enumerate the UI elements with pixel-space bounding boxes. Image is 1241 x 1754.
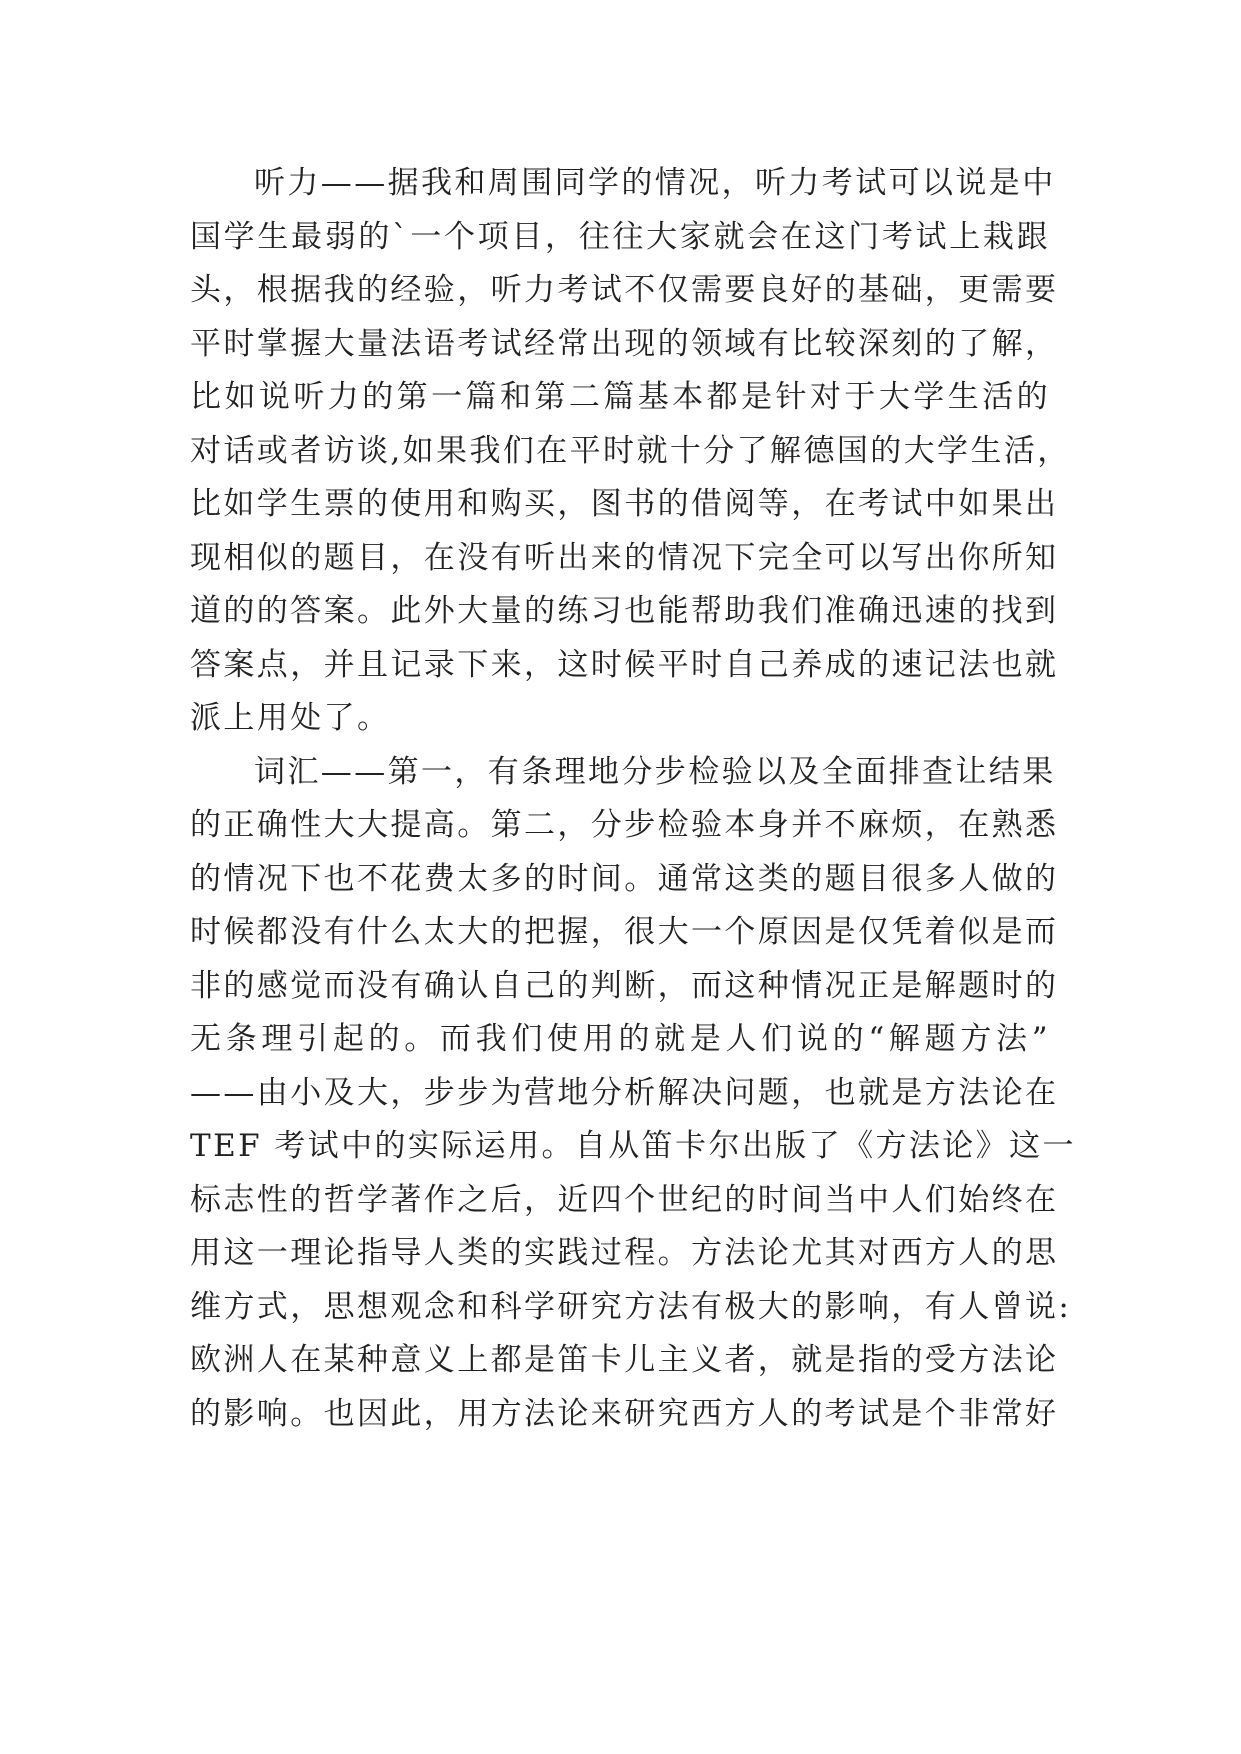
text-line: 比如说听力的第一篇和第二篇基本都是针对于大学生活的 [190, 379, 1050, 415]
text-line: 听力——据我和周围同学的情况，听力考试可以说是中 [254, 165, 1056, 201]
text-line: 词汇——第一，有条理地分步检验以及全面排查让结果 [254, 753, 1056, 790]
text-line: 的影响。也因此，用方法论来研究西方人的考试是个非常好 [190, 1395, 1059, 1432]
text-line: 答案点，并且记录下来，这时候平时自己养成的速记法也就 [190, 646, 1059, 683]
paragraph-vocabulary [190, 746, 1076, 1442]
text-line: 维方式，思想观念和科学研究方法有极大的影响，有人曾说: [190, 1288, 1072, 1325]
text-line: 头，根据我的经验，听力考试不仅需要良好的基础，更需要 [190, 272, 1059, 308]
document-body [190, 157, 1076, 1441]
text-line: 平时掌握大量法语考试经常出现的领域有比较深刻的了解， [190, 325, 1059, 362]
text-line: 无条理引起的。而我们使用的就是人们说的“解题方法” [190, 1021, 1050, 1057]
text-line: ——由小及大，步步为营地分析解决问题，也就是方法论在 [190, 1074, 1059, 1111]
text-line: 派上用处了。 [190, 700, 391, 736]
paragraph-listening [190, 157, 1071, 746]
text-line: 的情况下也不花费太多的时间。通常这类的题目很多人做的 [190, 860, 1059, 897]
text-line: 对话或者访谈,如果我们在平时就十分了解德国的大学生活， [190, 432, 1071, 469]
text-line: 时候都没有什么太大的把握，很大一个原因是仅凭着似是而 [190, 914, 1059, 950]
text-line: 国学生最弱的`一个项目，往往大家就会在这门考试上栽跟 [190, 218, 1050, 255]
text-line: 的正确性大大提高。第二，分步检验本身并不麻烦，在熟悉 [190, 807, 1059, 843]
text-line: 道的的答案。此外大量的练习也能帮助我们准确迅速的找到 [190, 593, 1059, 629]
text-line: TEF 考试中的实际运用。自从笛卡尔出版了《方法论》这一 [190, 1128, 1076, 1164]
text-line: 欧洲人在某种意义上都是笛卡儿主义者，就是指的受方法论 [190, 1342, 1059, 1378]
text-line: 比如学生票的使用和购买，图书的借阅等，在考试中如果出 [190, 486, 1059, 522]
text-line: 非的感觉而没有确认自己的判断，而这种情况正是解题时的 [190, 967, 1059, 1004]
text-line: 标志性的哲学著作之后，近四个世纪的时间当中人们始终在 [190, 1181, 1059, 1218]
text-line: 现相似的题目，在没有听出来的情况下完全可以写出你所知 [190, 539, 1059, 576]
text-line: 用这一理论指导人类的实践过程。方法论尤其对西方人的思 [190, 1235, 1059, 1271]
